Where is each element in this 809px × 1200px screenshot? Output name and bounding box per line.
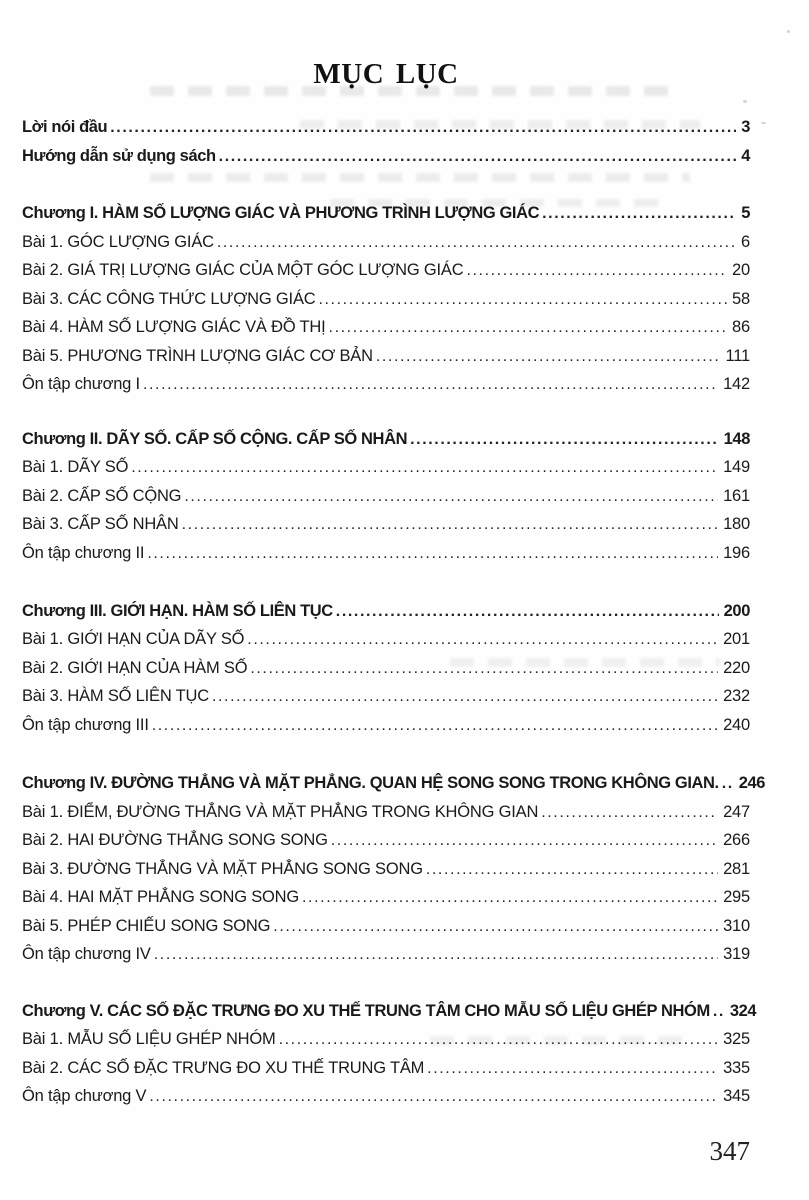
toc-entry-row xyxy=(22,625,750,654)
folio-page-number: 347 xyxy=(709,1136,750,1166)
toc-entry-page: 6 xyxy=(741,232,750,251)
chapter-title-row xyxy=(22,997,757,1026)
toc-entry-page: 220 xyxy=(723,658,750,677)
toc-entry-page: 149 xyxy=(723,458,750,476)
chapter-title-label: Chương II. DÃY SỐ. CẤP SỐ CỘNG. CẤP SỐ NHÂN xyxy=(22,429,408,448)
toc-entry-row xyxy=(22,940,750,969)
dot-leader xyxy=(250,654,718,684)
toc-entry-page: 319 xyxy=(723,945,750,963)
toc-entry-label: Ôn tập chương V xyxy=(22,1087,147,1105)
toc-entry-page: 335 xyxy=(723,1058,750,1077)
toc-entry-page: 3 xyxy=(741,118,750,136)
toc-entry-row xyxy=(22,1025,750,1054)
dot-leader xyxy=(184,482,718,512)
scan-speck xyxy=(787,30,790,33)
chapter-title-label: Chương III. GIỚI HẠN. HÀM SỐ LIÊN TỤC xyxy=(22,601,333,620)
toc-entry-page: 232 xyxy=(723,687,750,705)
toc-entry-label: Ôn tập chương I xyxy=(22,375,140,393)
toc-entry-label: Bài 4. HÀM SỐ LƯỢNG GIÁC VÀ ĐỒ THỊ xyxy=(22,318,326,336)
toc-entry-page: 161 xyxy=(723,486,750,505)
dot-leader xyxy=(331,826,718,856)
toc-entry-label: Bài 2. GIÁ TRỊ LƯỢNG GIÁC CỦA MỘT GÓC LƯỢNG GIÁC xyxy=(22,261,464,279)
chapter-title-row xyxy=(22,425,750,454)
chapter-page: 246 xyxy=(738,774,766,792)
toc-entry-label: Bài 2. HAI ĐƯỜNG THẲNG SONG SONG xyxy=(22,831,328,849)
toc-entry-label: Ôn tập chương III xyxy=(22,715,149,734)
toc-entry-row xyxy=(22,510,750,539)
dot-leader xyxy=(212,682,718,712)
toc-entry-row xyxy=(22,682,750,711)
chapter-5-section xyxy=(22,997,757,1111)
toc-entry-page: 201 xyxy=(723,630,750,648)
toc-entry-page: 196 xyxy=(723,543,750,562)
dot-leader xyxy=(152,711,718,741)
toc-entry-row xyxy=(22,228,750,257)
toc-entry-page: 247 xyxy=(723,802,750,821)
toc-entry-label: Bài 3. HÀM SỐ LIÊN TỤC xyxy=(22,687,209,705)
dot-leader xyxy=(713,997,725,1027)
toc-entry-row xyxy=(22,1054,750,1083)
dot-leader xyxy=(143,370,718,400)
toc-entry-label: Bài 4. HAI MẶT PHẲNG SONG SONG xyxy=(22,888,300,906)
toc-entry-label: Bài 2. CÁC SỐ ĐẶC TRƯNG ĐO XU THẾ TRUNG TÂM xyxy=(22,1058,425,1077)
toc-entry-page: 266 xyxy=(723,831,750,849)
dot-leader xyxy=(376,342,721,372)
toc-entry-row xyxy=(22,370,750,399)
toc-entry-label: Bài 3. ĐƯỜNG THẲNG VÀ MẶT PHẲNG SONG SONG xyxy=(22,859,423,878)
dot-leader xyxy=(219,142,737,171)
toc-entry-row xyxy=(22,453,750,482)
dot-leader xyxy=(279,1025,718,1055)
dot-leader xyxy=(466,256,727,286)
toc-entry-page: 295 xyxy=(723,888,750,906)
toc-entry-row xyxy=(22,142,750,171)
toc-entry-label: Bài 1. MẪU SỐ LIỆU GHÉP NHÓM xyxy=(22,1030,276,1048)
toc-entry-page: 20 xyxy=(732,261,750,279)
chapter-4-section xyxy=(22,769,766,969)
toc-entry-page: 240 xyxy=(723,715,750,734)
chapter-1-section xyxy=(22,199,750,399)
page-title: MỤC LỤC xyxy=(313,58,459,90)
toc-entry-page: 281 xyxy=(723,859,750,878)
toc-entry-label: Ôn tập chương IV xyxy=(22,945,151,963)
toc-entry-label: Lời nói đầu xyxy=(22,118,108,136)
toc-entry-row xyxy=(22,883,750,912)
dot-leader xyxy=(329,313,728,343)
chapter-title-row xyxy=(22,769,766,798)
dot-leader xyxy=(110,113,736,142)
toc-entry-page: 345 xyxy=(723,1087,750,1105)
dot-leader xyxy=(541,798,718,828)
toc-entry-page: 111 xyxy=(725,346,750,365)
toc-entry-page: 142 xyxy=(723,375,750,393)
dot-leader xyxy=(722,769,734,799)
toc-entry-label: Bài 1. GÓC LƯỢNG GIÁC xyxy=(22,232,214,251)
toc-entry-row xyxy=(22,855,750,884)
chapter-title-row xyxy=(22,597,750,626)
toc-entry-row xyxy=(22,826,750,855)
dot-leader xyxy=(273,912,718,942)
toc-entry-label: Bài 3. CẤP SỐ NHÂN xyxy=(22,515,179,533)
toc-entry-row xyxy=(22,342,750,371)
dot-leader xyxy=(426,855,718,885)
front-matter-section xyxy=(22,113,750,171)
toc-entry-page: 58 xyxy=(732,289,750,308)
toc-entry-row xyxy=(22,113,750,142)
dot-leader xyxy=(427,1054,718,1084)
toc-entry-label: Bài 5. PHÉP CHIẾU SONG SONG xyxy=(22,916,271,935)
dot-leader xyxy=(147,539,718,569)
toc-entry-label: Bài 3. CÁC CÔNG THỨC LƯỢNG GIÁC xyxy=(22,289,316,308)
toc-entry-page: 325 xyxy=(723,1030,750,1048)
toc-entry-label: Bài 1. GIỚI HẠN CỦA DÃY SỐ xyxy=(22,630,245,648)
toc-entry-row xyxy=(22,654,750,683)
toc-entry-label: Ôn tập chương II xyxy=(22,543,145,562)
toc-entry-label: Hướng dẫn sử dụng sách xyxy=(22,147,216,165)
toc-entry-row xyxy=(22,256,750,285)
toc-entry-label: Bài 5. PHƯƠNG TRÌNH LƯỢNG GIÁC CƠ BẢN xyxy=(22,346,373,365)
toc-entry-row xyxy=(22,912,750,941)
dot-leader xyxy=(542,199,736,229)
dot-leader xyxy=(247,625,718,655)
chapter-3-section xyxy=(22,597,750,740)
chapter-title-label: Chương IV. ĐƯỜNG THẲNG VÀ MẶT PHẲNG. QUAN HỆ SONG SONG TRONG KHÔNG GIAN. xyxy=(22,774,719,792)
dot-leader xyxy=(336,597,719,627)
chapter-title-label: Chương V. CÁC SỐ ĐẶC TRƯNG ĐO XU THẾ TRUNG TÂM CHO MẪU SỐ LIỆU GHÉP NHÓM xyxy=(22,1001,710,1020)
dot-leader xyxy=(182,510,718,540)
chapter-title-row xyxy=(22,199,750,228)
dot-leader xyxy=(217,228,736,258)
chapter-title-label: Chương I. HÀM SỐ LƯỢNG GIÁC VÀ PHƯƠNG TRÌNH LƯỢNG GIÁC xyxy=(22,204,540,222)
toc-entry-label: Bài 1. DÃY SỐ xyxy=(22,458,129,476)
toc-entry-label: Bài 2. CẤP SỐ CỘNG xyxy=(22,486,182,505)
chapter-2-section xyxy=(22,425,750,568)
toc-entry-page: 86 xyxy=(732,318,750,336)
toc-entry-label: Bài 2. GIỚI HẠN CỦA HÀM SỐ xyxy=(22,658,248,677)
toc-entry-row xyxy=(22,482,750,511)
chapter-page: 148 xyxy=(723,429,750,448)
toc-page xyxy=(22,0,766,1111)
toc-entry-row xyxy=(22,285,750,314)
toc-entry-row xyxy=(22,711,750,740)
toc-entry-label: Bài 1. ĐIỂM, ĐƯỜNG THẲNG VÀ MẶT PHẲNG TRONG KHÔNG GIAN xyxy=(22,802,539,821)
toc-entry-row xyxy=(22,798,750,827)
toc-entry-row xyxy=(22,313,750,342)
dot-leader xyxy=(302,883,718,913)
chapter-page: 324 xyxy=(729,1001,757,1020)
dot-leader xyxy=(154,940,718,970)
toc-entry-page: 310 xyxy=(723,916,750,935)
toc-entry-page: 180 xyxy=(723,515,750,533)
dot-leader xyxy=(131,453,718,483)
dot-leader xyxy=(318,285,727,315)
toc-entry-page: 4 xyxy=(741,147,750,165)
dot-leader xyxy=(410,425,719,455)
dot-leader xyxy=(149,1082,718,1112)
scan-speck xyxy=(761,122,766,124)
toc-entry-row xyxy=(22,1082,750,1111)
chapter-page: 5 xyxy=(741,204,750,222)
chapter-page: 200 xyxy=(723,601,750,620)
toc-entry-row xyxy=(22,539,750,568)
